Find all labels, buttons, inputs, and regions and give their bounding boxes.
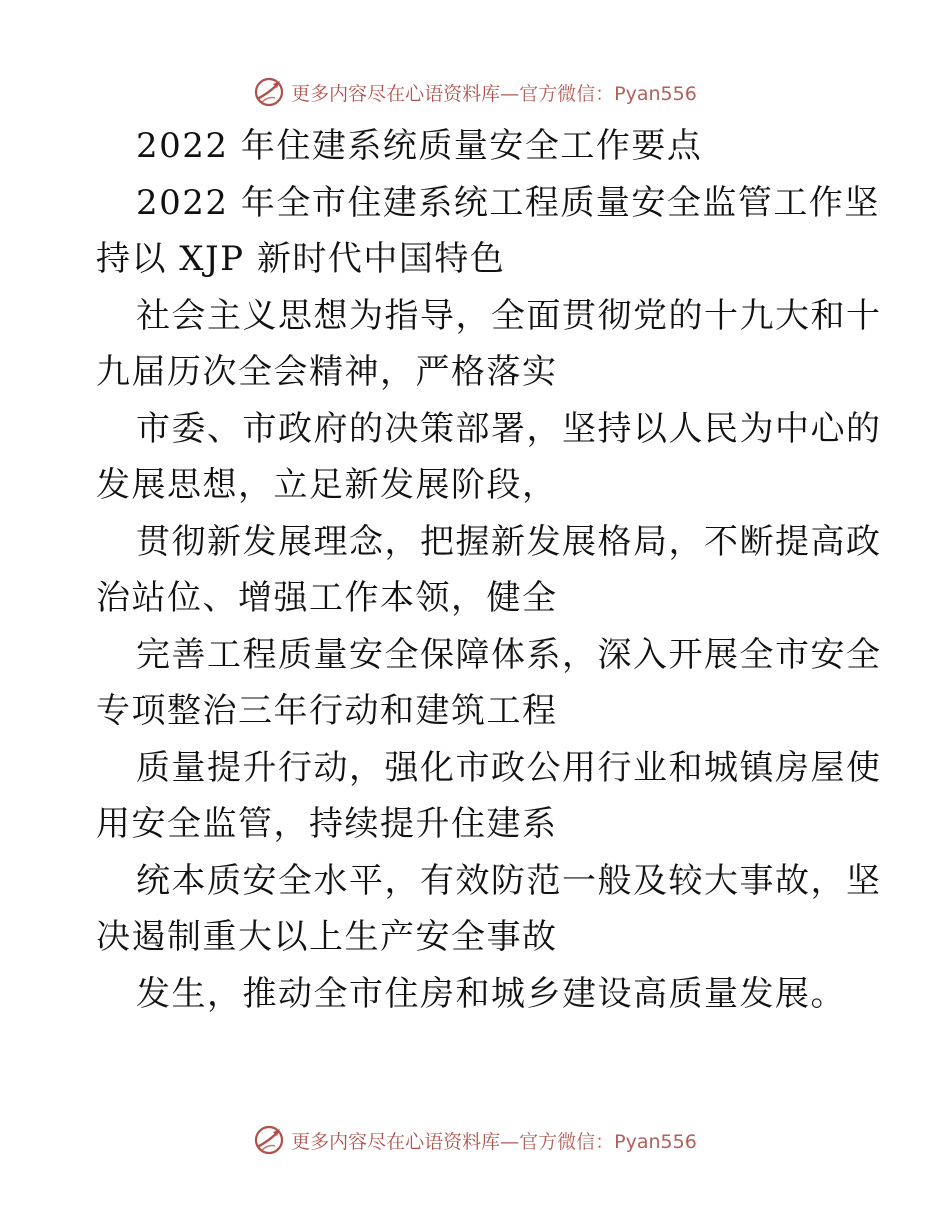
paragraph-line: 治站位、增强工作本领，健全 [96, 578, 558, 618]
paragraph-line: 2022 年全市住建系统工程质量安全监管工作坚 [136, 182, 880, 223]
paragraph-line: 贯彻新发展理念，把握新发展格局，不断提高政 [136, 521, 882, 562]
watermark-contact-text: 官方微信：Pyan556 [519, 1130, 697, 1153]
paragraph-line: 发生，推动全市住房和城乡建设高质量发展。 [136, 973, 846, 1014]
paragraph-line: 用安全监管，持续提升住建系 [96, 804, 558, 844]
watermark-contact-text: 官方微信：Pyan556 [519, 82, 697, 105]
document-title: 2022 年住建系统质量安全工作要点 [136, 126, 703, 166]
paragraph-line: 专项整治三年行动和建筑工程 [96, 691, 558, 731]
watermark-separator: — [500, 82, 520, 105]
footer-watermark [0, 1120, 950, 1160]
paragraph-line: 发展思想，立足新发展阶段， [96, 465, 558, 505]
paragraph-line: 完善工程质量安全保障体系，深入开展全市安全 [136, 634, 882, 675]
pen-logo-icon [253, 1124, 285, 1156]
pen-logo-icon [253, 76, 285, 108]
paragraph-line: 持以 XJP 新时代中国特色 [96, 239, 506, 279]
paragraph-line: 九届历次全会精神，严格落实 [96, 352, 558, 392]
paragraph-line: 质量提升行动，强化市政公用行业和城镇房屋使 [136, 747, 882, 788]
paragraph-line: 社会主义思想为指导，全面贯彻党的十九大和十 [136, 295, 882, 336]
document-body [96, 118, 882, 1022]
watermark-brand-text: 更多内容尽在心语资料库 [291, 1130, 501, 1153]
paragraph-line: 市委、市政府的决策部署，坚持以人民为中心的 [136, 408, 882, 449]
paragraph-line: 统本质安全水平，有效防范一般及较大事故，坚 [136, 860, 882, 901]
watermark-brand-text: 更多内容尽在心语资料库 [291, 82, 501, 105]
watermark-separator: — [500, 1130, 520, 1153]
paragraph-line: 决遏制重大以上生产安全事故 [96, 917, 558, 957]
header-watermark [0, 72, 950, 112]
